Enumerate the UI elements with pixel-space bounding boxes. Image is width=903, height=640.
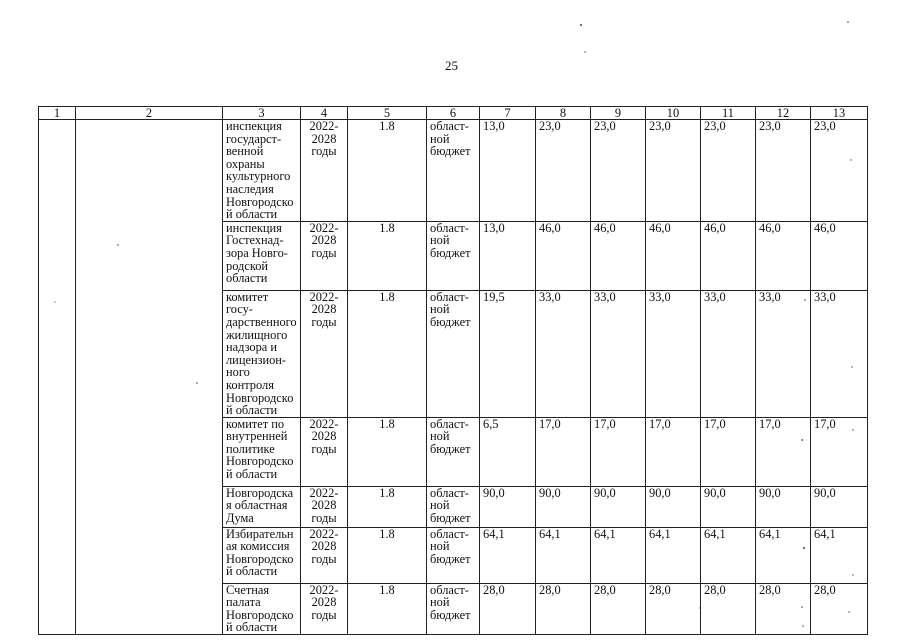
value-cell: 90,0 [591, 486, 646, 527]
period-cell: 2022-2028 годы [301, 120, 348, 222]
value-cell: 64,1 [701, 527, 756, 583]
code-cell: 1.8 [348, 290, 427, 417]
period-cell: 2022-2028 годы [301, 290, 348, 417]
column-number-row [39, 107, 868, 120]
value-cell: 17,0 [536, 417, 591, 486]
budget-table [38, 106, 868, 635]
column-header: 3 [223, 107, 301, 120]
value-cell: 23,0 [646, 120, 701, 222]
value-cell: 64,1 [811, 527, 868, 583]
value-cell: 33,0 [756, 290, 811, 417]
code-cell: 1.8 [348, 417, 427, 486]
table-row [39, 120, 868, 222]
value-cell: 6,5 [480, 417, 536, 486]
value-cell: 28,0 [701, 583, 756, 634]
value-cell: 23,0 [701, 120, 756, 222]
column-header: 5 [348, 107, 427, 120]
value-cell: 23,0 [756, 120, 811, 222]
value-cell: 64,1 [591, 527, 646, 583]
value-cell: 33,0 [591, 290, 646, 417]
value-cell: 64,1 [536, 527, 591, 583]
value-cell: 46,0 [646, 221, 701, 290]
funding-source-cell: област-ной бюджет [427, 290, 480, 417]
value-cell: 33,0 [811, 290, 868, 417]
value-cell: 19,5 [480, 290, 536, 417]
merged-cell-col2 [76, 120, 223, 635]
code-cell: 1.8 [348, 120, 427, 222]
period-cell: 2022-2028 годы [301, 486, 348, 527]
value-cell: 90,0 [811, 486, 868, 527]
column-header: 6 [427, 107, 480, 120]
funding-source-cell: област-ной бюджет [427, 583, 480, 634]
page-number: 25 [445, 58, 458, 73]
value-cell: 28,0 [591, 583, 646, 634]
organization-cell: инспекция Гостехнад-зора Новго-родской области [223, 221, 301, 290]
funding-source-cell: област-ной бюджет [427, 527, 480, 583]
value-cell: 90,0 [701, 486, 756, 527]
column-header: 11 [701, 107, 756, 120]
value-cell: 46,0 [701, 221, 756, 290]
organization-cell: комитет по внутренней политике Новгородской области [223, 417, 301, 486]
column-header: 13 [811, 107, 868, 120]
code-cell: 1.8 [348, 527, 427, 583]
period-cell: 2022-2028 годы [301, 417, 348, 486]
value-cell: 28,0 [536, 583, 591, 634]
period-cell: 2022-2028 годы [301, 583, 348, 634]
column-header: 2 [76, 107, 223, 120]
value-cell: 23,0 [536, 120, 591, 222]
value-cell: 17,0 [591, 417, 646, 486]
value-cell: 33,0 [701, 290, 756, 417]
value-cell: 46,0 [591, 221, 646, 290]
value-cell: 46,0 [756, 221, 811, 290]
funding-source-cell: област-ной бюджет [427, 417, 480, 486]
column-header: 7 [480, 107, 536, 120]
funding-source-cell: област-ной бюджет [427, 120, 480, 222]
value-cell: 17,0 [756, 417, 811, 486]
value-cell: 13,0 [480, 120, 536, 222]
value-cell: 64,1 [646, 527, 701, 583]
value-cell: 28,0 [646, 583, 701, 634]
column-header: 1 [39, 107, 76, 120]
column-header: 10 [646, 107, 701, 120]
column-header: 9 [591, 107, 646, 120]
value-cell: 17,0 [701, 417, 756, 486]
organization-cell: Новгородская областная Дума [223, 486, 301, 527]
value-cell: 28,0 [756, 583, 811, 634]
value-cell: 23,0 [591, 120, 646, 222]
code-cell: 1.8 [348, 486, 427, 527]
organization-cell: Счетная палата Новгородской области [223, 583, 301, 634]
column-header: 8 [536, 107, 591, 120]
value-cell: 90,0 [756, 486, 811, 527]
value-cell: 33,0 [646, 290, 701, 417]
value-cell: 17,0 [811, 417, 868, 486]
code-cell: 1.8 [348, 221, 427, 290]
period-cell: 2022-2028 годы [301, 527, 348, 583]
column-header: 4 [301, 107, 348, 120]
merged-cell-col1 [39, 120, 76, 635]
value-cell: 28,0 [811, 583, 868, 634]
value-cell: 33,0 [536, 290, 591, 417]
column-header: 12 [756, 107, 811, 120]
funding-source-cell: област-ной бюджет [427, 221, 480, 290]
value-cell: 90,0 [480, 486, 536, 527]
code-cell: 1.8 [348, 583, 427, 634]
value-cell: 90,0 [646, 486, 701, 527]
organization-cell: инспекция государст-венной охраны культурного наследия Новгородской области [223, 120, 301, 222]
value-cell: 46,0 [536, 221, 591, 290]
funding-source-cell: област-ной бюджет [427, 486, 480, 527]
value-cell: 64,1 [756, 527, 811, 583]
value-cell: 13,0 [480, 221, 536, 290]
value-cell: 46,0 [811, 221, 868, 290]
value-cell: 64,1 [480, 527, 536, 583]
organization-cell: комитет госу-дарственного жилищного надзора и лицензион-ного контроля Новгородской области [223, 290, 301, 417]
value-cell: 28,0 [480, 583, 536, 634]
organization-cell: Избирательная комиссия Новгородской области [223, 527, 301, 583]
value-cell: 90,0 [536, 486, 591, 527]
period-cell: 2022-2028 годы [301, 221, 348, 290]
value-cell: 17,0 [646, 417, 701, 486]
value-cell: 23,0 [811, 120, 868, 222]
